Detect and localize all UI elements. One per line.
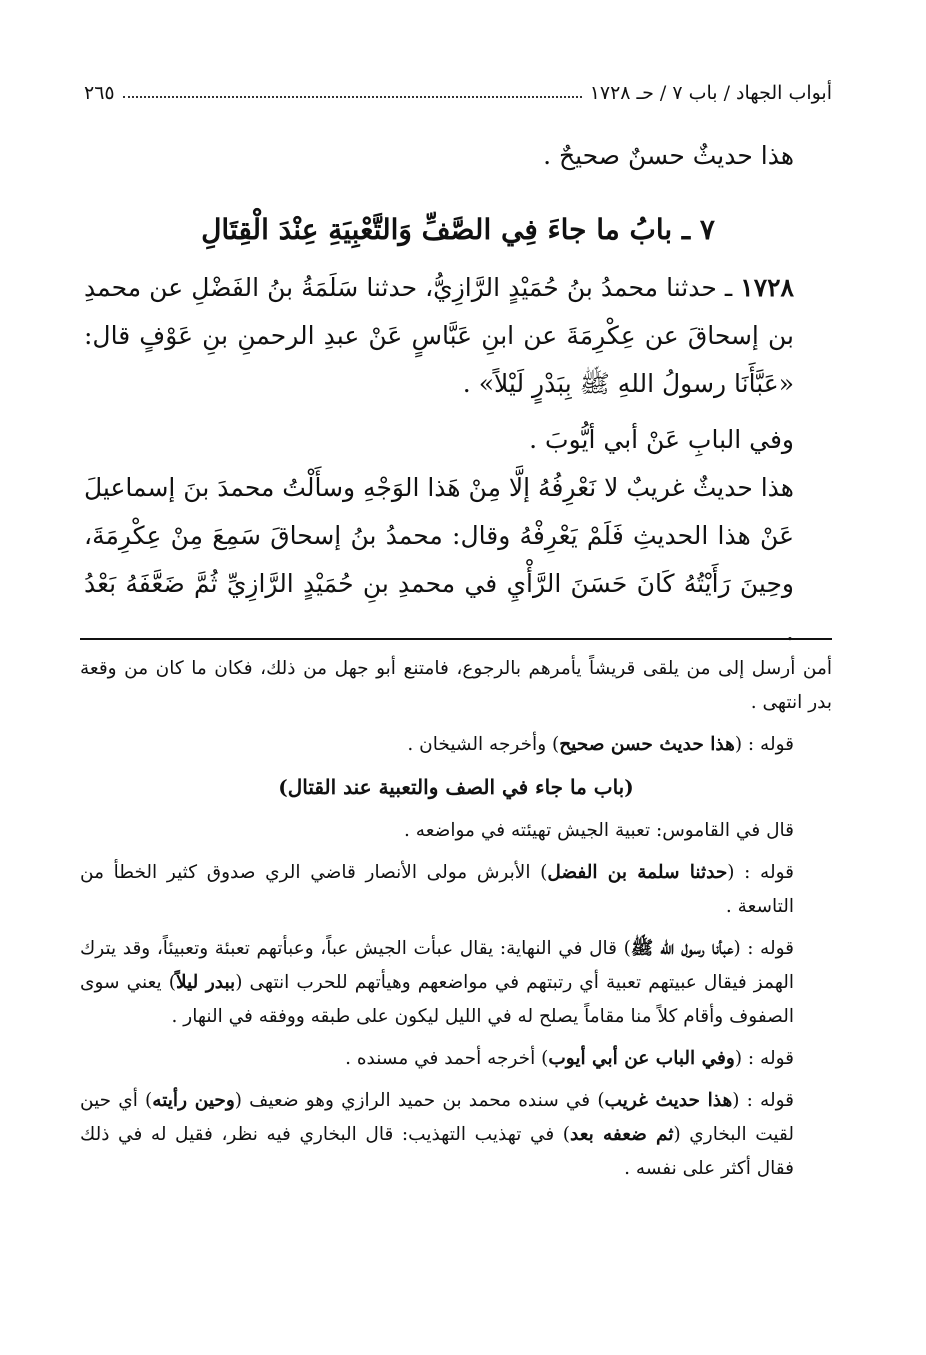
note-prefix: قوله : ( <box>734 1048 794 1069</box>
note-lemma: عبأنا رسول الله ﷺ <box>630 938 734 959</box>
note-lemma: ببدر ليلاً <box>175 972 236 993</box>
note-prefix: قوله : ( <box>733 938 795 959</box>
note-lemma: هذا حديث حسن صحيح <box>559 734 735 755</box>
note-text: ) أي حين لقيت البخاري ( <box>80 1090 794 1145</box>
note-text: ) وأخرجه الشيخان . <box>407 734 560 755</box>
header-dot-leader <box>123 96 582 98</box>
commentary-note <box>80 728 832 762</box>
note-lemma: ثم ضعفه بعد <box>570 1124 674 1145</box>
bab-note: وفي البابِ عَنْ أبي أيُّوبَ . <box>529 425 794 454</box>
note-text: ) أخرجه أحمد في مسنده . <box>345 1048 549 1069</box>
commentary-note <box>80 932 832 1034</box>
hadith-number: ١٧٢٨ <box>740 273 794 302</box>
commentary-note <box>80 856 832 924</box>
chapter-title: ٧ ـ بابُ ما جاءَ فِي الصَّفِّ وَالتَّعْبِيَةِ عِنْدَ الْقِتَالِ <box>201 213 715 246</box>
note-text: ) في سنده محمد بن حميد الرازي وهو ضعيف ( <box>234 1090 605 1111</box>
commentary <box>80 652 832 1194</box>
commentary-note <box>80 1042 832 1076</box>
author-comment: هذا حديثٌ غريبٌ لا نَعْرِفُهُ إلَّا مِنْ هَذا الوَجْهِ وسأَلْتُ محمدَ بنَ إسماعيلَ عَنْ هذا الحديثِ فَلَمْ يَعْرِفْهُ وقال: محمدُ بنُ إسحاقَ سَمِعَ مِنْ عِكْرِمَةَ، وحِينَ رَأَيْتُهُ كَانَ حَسَنَ الرَّأْيِ في محمدِ بنِ حُمَيْدٍ الرَّازِيِّ ثُمَّ ضَعَّفَهُ بَعْدُ . <box>84 473 794 646</box>
note-text: ) الأبرش مولى الأنصار قاضي الري صدوق كثير الخطأ من التاسعة . <box>80 862 794 917</box>
note-text: ) قال في النهاية: يقال عبأت الجيش عباً، وعبأتهم تعبئة وتعبيئاً، وقد يترك الهمز فيقال عبيتهم تعبية أي رتبتهم في مواضعهم وهيأتهم للحرب انتهى ( <box>80 938 795 993</box>
page-number: ٢٦٥ <box>84 82 115 104</box>
note-prefix: قوله : ( <box>734 734 794 755</box>
commentary-subheading: (باب ما جاء في الصف والتعبية عند القتال) <box>278 775 634 799</box>
note-prefix: قوله : ( <box>732 1090 795 1111</box>
running-header <box>84 78 832 108</box>
note-lemma: هذا حديث غريب <box>604 1090 733 1111</box>
note-lemma: حدثنا سلمة بن الفضل <box>547 862 728 883</box>
hadith-text: ـ حدثنا محمدُ بنُ حُمَيْدٍ الرَّازِيُّ، حدثنا سَلَمَةُ بنُ الفَضْلِ عن محمدِ بن إسحاقَ عن عِكْرِمَةَ عن ابنِ عَبَّاسٍ عَنْ عبدِ الرحمنِ بنِ عَوْفٍ قال: «عَبَّأَنَا رسولُ اللهِ ﷺ بِبَدْرٍ لَيْلاً» . <box>84 273 794 398</box>
header-title: أبواب الجهاد / باب ٧ / حـ ١٧٢٨ <box>589 82 832 104</box>
note-text: ) يعني سوى الصفوف وأقام كلاً منا مقاماً يصلح له في الليل ليكون على طبقه ووفقه في النهار . <box>80 972 794 1027</box>
commentary-continuation: أمن أرسل إلى من يلقى قريشاً يأمرهم بالرجوع، فامتنع أبو جهل من ذلك، فكان ما كان من وقعة بدر انتهى . <box>80 658 832 713</box>
hadith-grade: هذا حديثٌ حسنٌ صحيحٌ . <box>543 141 794 170</box>
commentary-note <box>80 1084 832 1186</box>
note-text: ) في تهذيب التهذيب: قال البخاري فيه نظر، فقيل له في ذلك فقال أكثر على نفسه . <box>80 1124 794 1179</box>
commentary-note: قال في القاموس: تعبية الجيش تهيئته في مواضعه . <box>404 820 794 841</box>
note-prefix: قوله : ( <box>727 862 795 883</box>
hadith-paragraph <box>84 264 832 408</box>
note-lemma: وفي الباب عن أبي أيوب <box>548 1048 735 1069</box>
footnote-divider <box>80 638 832 640</box>
note-lemma: وحين رأيته <box>152 1090 235 1111</box>
main-text <box>84 130 832 656</box>
